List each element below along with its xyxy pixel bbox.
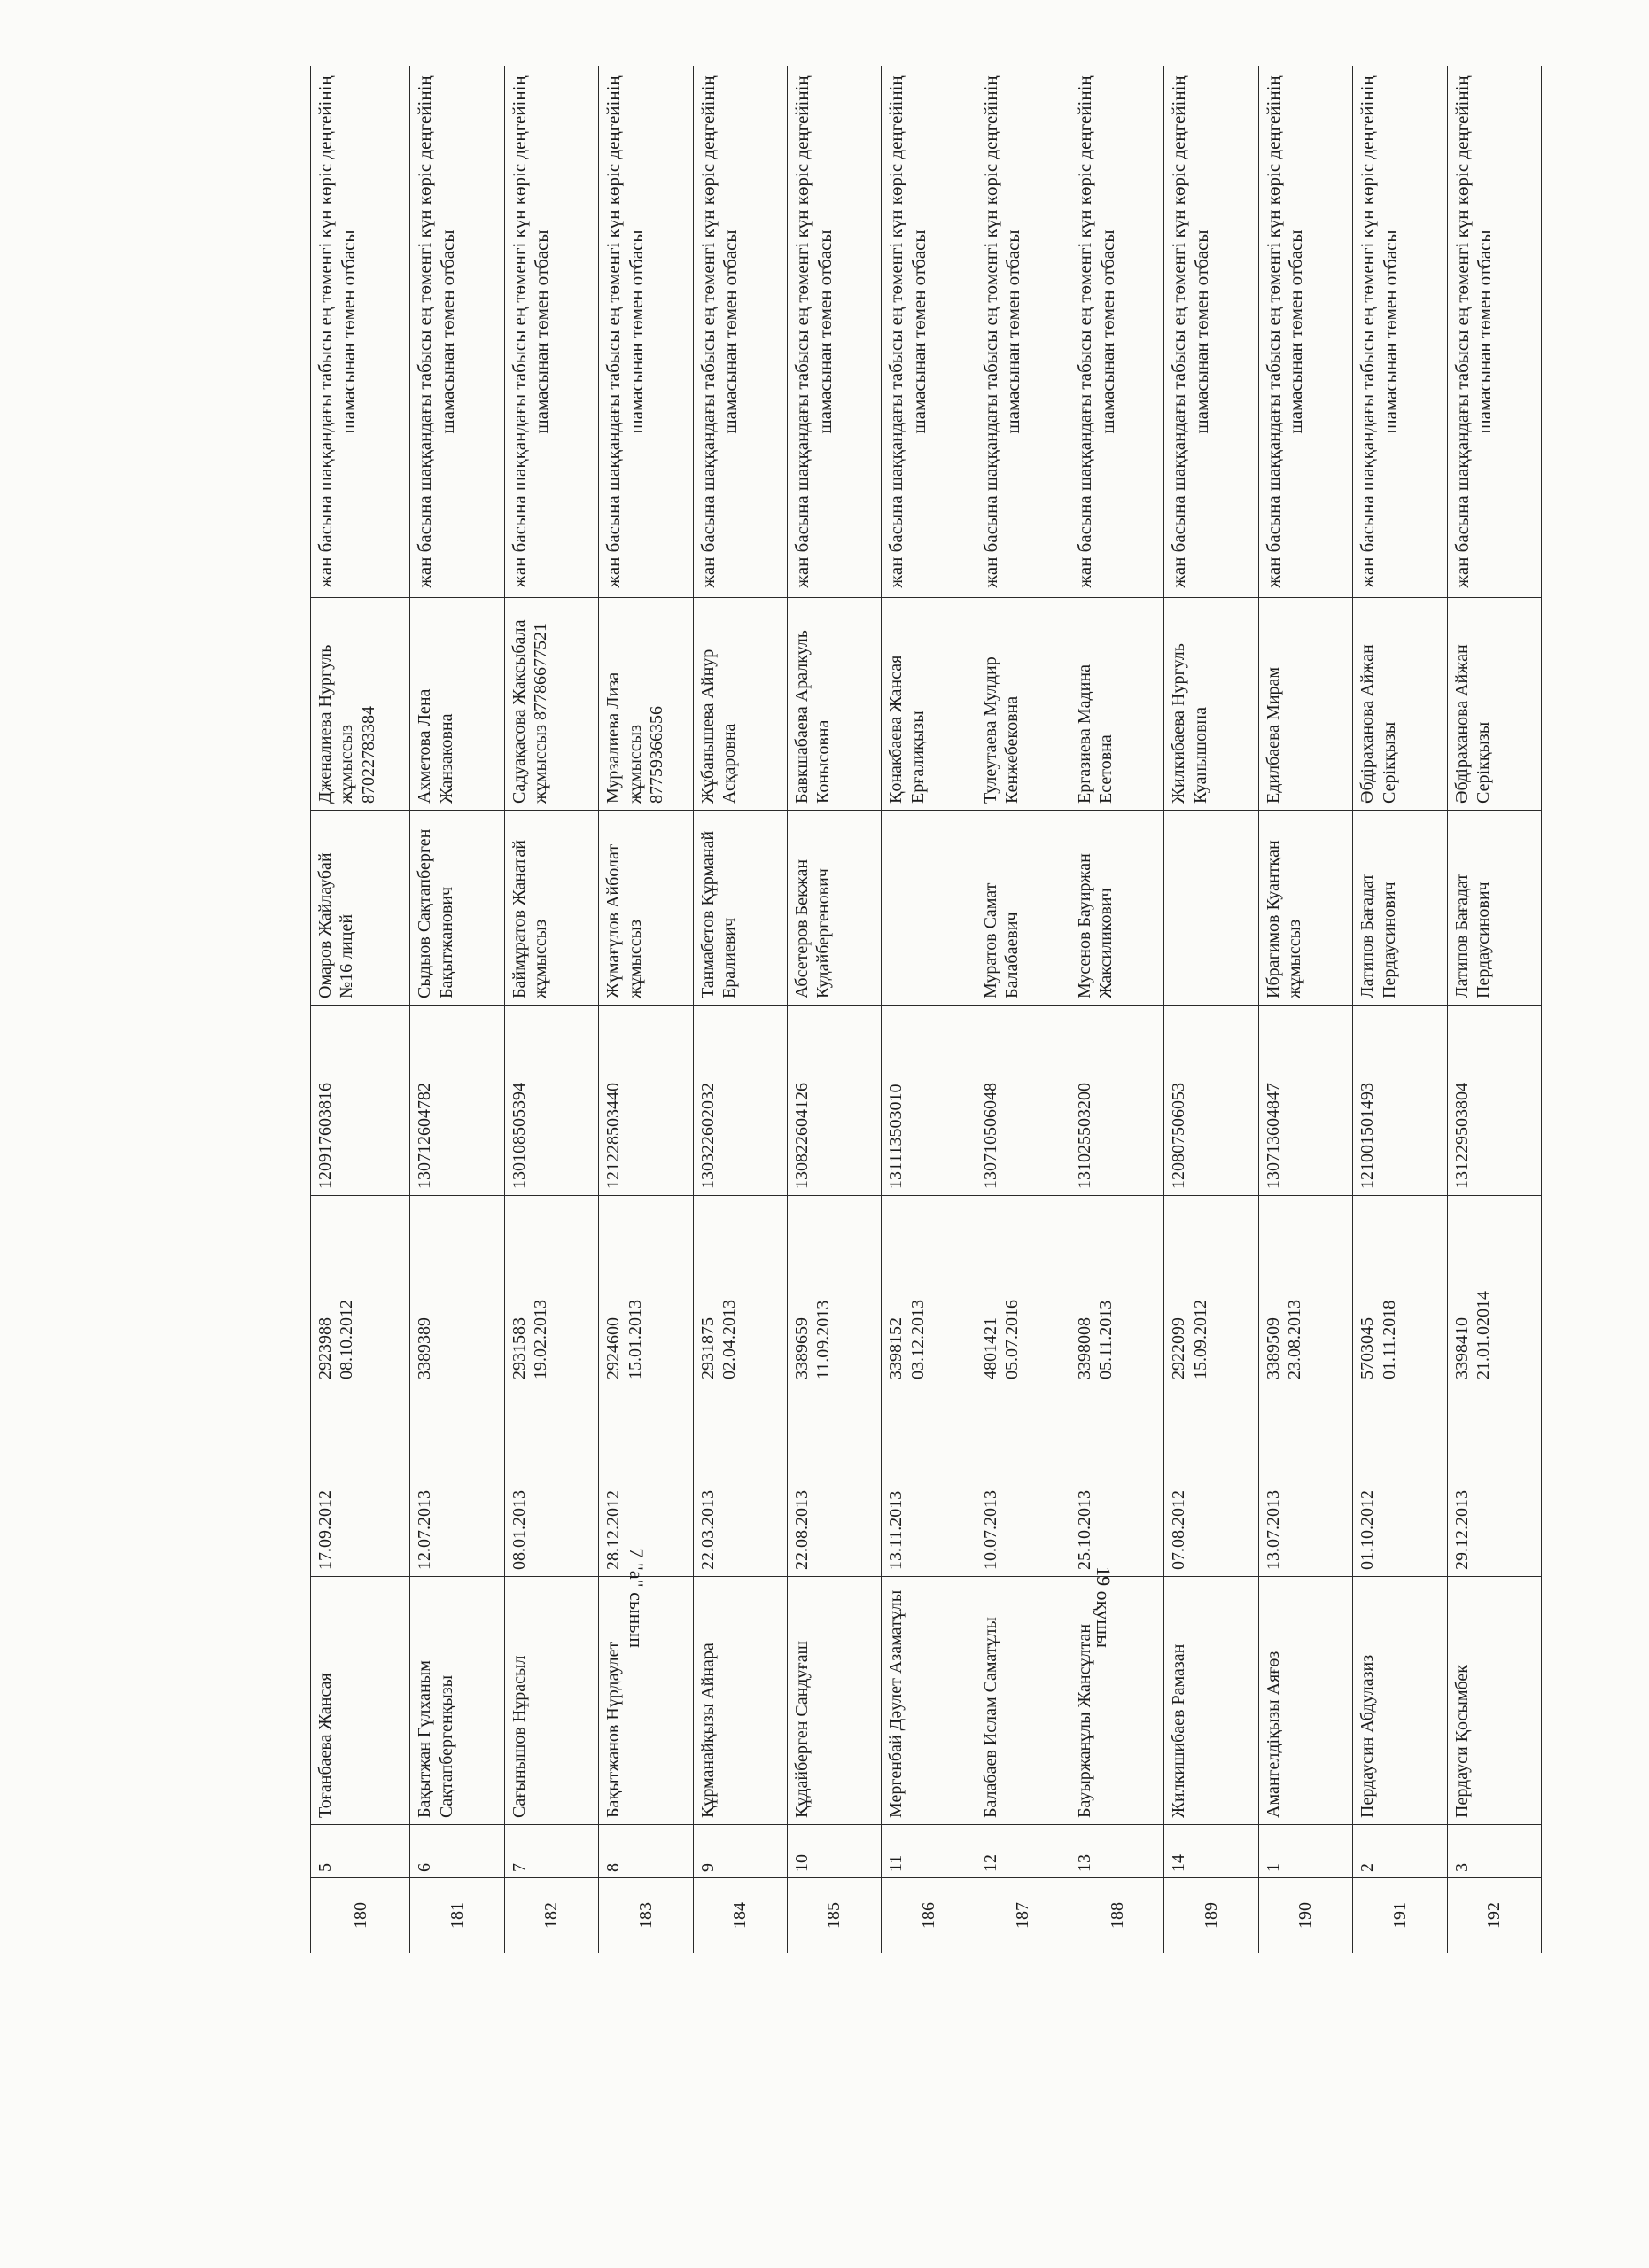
mother-cell: Жұбанышева Айнур Асқаровна [693, 598, 787, 811]
iin-cell: 130108505394 [504, 1006, 598, 1196]
row-number-cell: 181 [410, 1878, 504, 1953]
table-row [976, 66, 1070, 1953]
row-number-cell: 182 [504, 1878, 598, 1953]
mother-cell: Мурзалиева Лиза жұмыссыз 87759366356 [599, 598, 693, 811]
iin-cell: 131229503804 [1447, 1006, 1541, 1196]
birth-date-cell: 22.08.2013 [787, 1386, 881, 1577]
family-status-cell: жан басына шаққандағы табысы ең төменгі күн көріс деңгейінің шамасынан төмен отбасы [410, 66, 504, 598]
student-name-cell: Тоғанбаева Жансая [311, 1577, 410, 1825]
family-status-cell: жан басына шаққандағы табысы ең төменгі күн көріс деңгейінің шамасынан төмен отбасы [693, 66, 787, 598]
mother-cell: Ахметова Лена Жанзаковна [410, 598, 504, 811]
birth-date-cell: 29.12.2013 [1447, 1386, 1541, 1577]
father-cell [1164, 811, 1258, 1006]
mother-cell: Әбдіраханова Айжан Серікқызы [1353, 598, 1447, 811]
mother-cell: Дженалиева Нургуль жұмыссыз 87022783384 [311, 598, 410, 811]
father-cell: Латипов Бағадат Пердаусинович [1447, 811, 1541, 1006]
family-status-cell: жан басына шаққандағы табысы ең төменгі күн көріс деңгейінің шамасынан төмен отбасы [311, 66, 410, 598]
student-name-cell: Құрманайқызы Айнара [693, 1577, 787, 1825]
father-cell: Омаров Жайлаубай №16 лицей [311, 811, 410, 1006]
row-number-cell: 180 [311, 1878, 410, 1953]
student-name-cell: Бақытжанов Нұрдаулет [599, 1577, 693, 1825]
table-row [1164, 66, 1258, 1953]
row-number-cell: 189 [1164, 1878, 1258, 1953]
student-name-cell: Амангелдіқызы Аяғөз [1258, 1577, 1352, 1825]
iin-cell: 131113503010 [882, 1006, 976, 1196]
iin-cell: 120807506053 [1164, 1006, 1258, 1196]
row-number-cell: 188 [1070, 1878, 1164, 1953]
birth-date-cell: 12.07.2013 [410, 1386, 504, 1577]
birth-certificate-cell: 5703045 01.11.2018 [1353, 1196, 1447, 1386]
row-index-cell: 13 [1070, 1825, 1164, 1878]
row-number-cell: 184 [693, 1878, 787, 1953]
row-number-cell: 187 [976, 1878, 1070, 1953]
row-index-cell: 8 [599, 1825, 693, 1878]
row-number-cell: 192 [1447, 1878, 1541, 1953]
father-cell: Мусенов Бауиржан Жаксиликович [1070, 811, 1164, 1006]
father-cell [882, 811, 976, 1006]
student-name-cell: Жилкишибаев Рамазан [1164, 1577, 1258, 1825]
mother-cell: Ергазиева Мадина Есетовна [1070, 598, 1164, 811]
mother-cell: Бавкшабаева Аралкуль Конысовна [787, 598, 881, 811]
birth-date-cell: 13.11.2013 [882, 1386, 976, 1577]
birth-certificate-cell: 4801421 05.07.2016 [976, 1196, 1070, 1386]
student-count-label: 19 оқушы [1093, 1566, 1115, 1648]
students-table [310, 66, 1542, 1953]
birth-date-cell: 13.07.2013 [1258, 1386, 1352, 1577]
father-cell: Танмабетов Құрманай Ералиевич [693, 811, 787, 1006]
family-status-cell: жан басына шаққандағы табысы ең төменгі күн көріс деңгейінің шамасынан төмен отбасы [504, 66, 598, 598]
family-status-cell: жан басына шаққандағы табысы ең төменгі күн көріс деңгейінің шамасынан төмен отбасы [882, 66, 976, 598]
birth-date-cell: 08.01.2013 [504, 1386, 598, 1577]
student-name-cell: Балабаев Ислам Саматұлы [976, 1577, 1070, 1825]
class-label: 7 "а" сынып [626, 1548, 648, 1648]
row-index-cell: 3 [1447, 1825, 1541, 1878]
father-cell: Муратов Самат Балабаевич [976, 811, 1070, 1006]
table-row [882, 66, 976, 1953]
table-row [1258, 66, 1352, 1953]
student-name-cell: Бауыржанұлы Жансұлтан [1070, 1577, 1164, 1825]
family-status-cell: жан басына шаққандағы табысы ең төменгі күн көріс деңгейінің шамасынан төмен отбасы [976, 66, 1070, 598]
birth-certificate-cell: 3398410 21.01.02014 [1447, 1196, 1541, 1386]
student-name-cell: Бақытжан Гүлханым Сақтапбергенқызы [410, 1577, 504, 1825]
row-number-cell: 190 [1258, 1878, 1352, 1953]
row-index-cell: 2 [1353, 1825, 1447, 1878]
row-number-cell: 191 [1353, 1878, 1447, 1953]
table-row [693, 66, 787, 1953]
iin-cell: 130713604847 [1258, 1006, 1352, 1196]
birth-date-cell: 10.07.2013 [976, 1386, 1070, 1577]
row-index-cell: 12 [976, 1825, 1070, 1878]
row-number-cell: 183 [599, 1878, 693, 1953]
row-index-cell: 7 [504, 1825, 598, 1878]
iin-cell: 131025503200 [1070, 1006, 1164, 1196]
row-index-cell: 1 [1258, 1825, 1352, 1878]
father-cell: Баймұратов Жанатай жұмыссыз [504, 811, 598, 1006]
father-cell: Жұмағұлов Айболат жұмыссыз [599, 811, 693, 1006]
birth-date-cell: 01.10.2012 [1353, 1386, 1447, 1577]
birth-certificate-cell: 2931583 19.02.2013 [504, 1196, 598, 1386]
mother-cell: Едилбаева Мирам [1258, 598, 1352, 811]
mother-cell: Садуақасова Жаксыбала жұмыссыз 87786677521 [504, 598, 598, 811]
row-index-cell: 5 [311, 1825, 410, 1878]
table-row [787, 66, 881, 1953]
row-index-cell: 9 [693, 1825, 787, 1878]
mother-cell: Қонакбаева Жансая Ерғалиқызы [882, 598, 976, 811]
student-name-cell: Пердауси Қосымбек [1447, 1577, 1541, 1825]
row-index-cell: 6 [410, 1825, 504, 1878]
birth-certificate-cell: 2931875 02.04.2013 [693, 1196, 787, 1386]
family-status-cell: жан басына шаққандағы табысы ең төменгі күн көріс деңгейінің шамасынан төмен отбасы [1447, 66, 1541, 598]
table-body [311, 66, 1542, 1953]
birth-date-cell: 17.09.2012 [311, 1386, 410, 1577]
table-row [599, 66, 693, 1953]
birth-certificate-cell: 3389389 [410, 1196, 504, 1386]
row-index-cell: 10 [787, 1825, 881, 1878]
mother-cell: Тулеутаева Мулдир Кенжебековна [976, 598, 1070, 811]
birth-certificate-cell: 2923988 08.10.2012 [311, 1196, 410, 1386]
birth-date-cell: 25.10.2013 [1070, 1386, 1164, 1577]
family-status-cell: жан басына шаққандағы табысы ең төменгі күн көріс деңгейінің шамасынан төмен отбасы [1070, 66, 1164, 598]
table-row [504, 66, 598, 1953]
iin-cell: 130710506048 [976, 1006, 1070, 1196]
birth-certificate-cell: 3389509 23.08.2013 [1258, 1196, 1352, 1386]
student-name-cell: Пердаусин Абдулазиз [1353, 1577, 1447, 1825]
table-row [1447, 66, 1541, 1953]
birth-certificate-cell: 2922099 15.09.2012 [1164, 1196, 1258, 1386]
family-status-cell: жан басына шаққандағы табысы ең төменгі күн көріс деңгейінің шамасынан төмен отбасы [599, 66, 693, 598]
mother-cell: Әбдіраханова Айжан Серікқызы [1447, 598, 1541, 811]
iin-cell: 130822604126 [787, 1006, 881, 1196]
iin-cell: 121228503440 [599, 1006, 693, 1196]
table-row [410, 66, 504, 1953]
birth-certificate-cell: 3389659 11.09.2013 [787, 1196, 881, 1386]
birth-date-cell: 07.08.2012 [1164, 1386, 1258, 1577]
family-status-cell: жан басына шаққандағы табысы ең төменгі күн көріс деңгейінің шамасынан төмен отбасы [787, 66, 881, 598]
row-number-cell: 186 [882, 1878, 976, 1953]
row-index-cell: 11 [882, 1825, 976, 1878]
family-status-cell: жан басына шаққандағы табысы ең төменгі күн көріс деңгейінің шамасынан төмен отбасы [1258, 66, 1352, 598]
father-cell: Ибрагимов Куантқан жұмыссыз [1258, 811, 1352, 1006]
iin-cell: 120917603816 [311, 1006, 410, 1196]
student-name-cell: Құдайберген Сандуғаш [787, 1577, 881, 1825]
birth-certificate-cell: 3398152 03.12.2013 [882, 1196, 976, 1386]
father-cell: Латипов Бағадат Пердаусинович [1353, 811, 1447, 1006]
birth-date-cell: 28.12.2012 [599, 1386, 693, 1577]
birth-certificate-cell: 2924600 15.01.2013 [599, 1196, 693, 1386]
birth-certificate-cell: 3398008 05.11.2013 [1070, 1196, 1164, 1386]
father-cell: Абсетеров Бекжан Кудайбергенович [787, 811, 881, 1006]
family-status-cell: жан басына шаққандағы табысы ең төменгі күн көріс деңгейінің шамасынан төмен отбасы [1164, 66, 1258, 598]
student-name-cell: Мергенбай Дәулет Азаматұлы [882, 1577, 976, 1825]
table-row [1353, 66, 1447, 1953]
mother-cell: Жилкибаева Нургуль Куанышовна [1164, 598, 1258, 811]
iin-cell: 130712604782 [410, 1006, 504, 1196]
father-cell: Сыдыов Сақтапберген Бақытжанович [410, 811, 504, 1006]
table-row [311, 66, 410, 1953]
birth-date-cell: 22.03.2013 [693, 1386, 787, 1577]
table-row [1070, 66, 1164, 1953]
student-name-cell: Сағынышов Нұрасыл [504, 1577, 598, 1825]
iin-cell: 121001501493 [1353, 1006, 1447, 1196]
family-status-cell: жан басына шаққандағы табысы ең төменгі күн көріс деңгейінің шамасынан төмен отбасы [1353, 66, 1447, 598]
row-number-cell: 185 [787, 1878, 881, 1953]
row-index-cell: 14 [1164, 1825, 1258, 1878]
iin-cell: 130322602032 [693, 1006, 787, 1196]
